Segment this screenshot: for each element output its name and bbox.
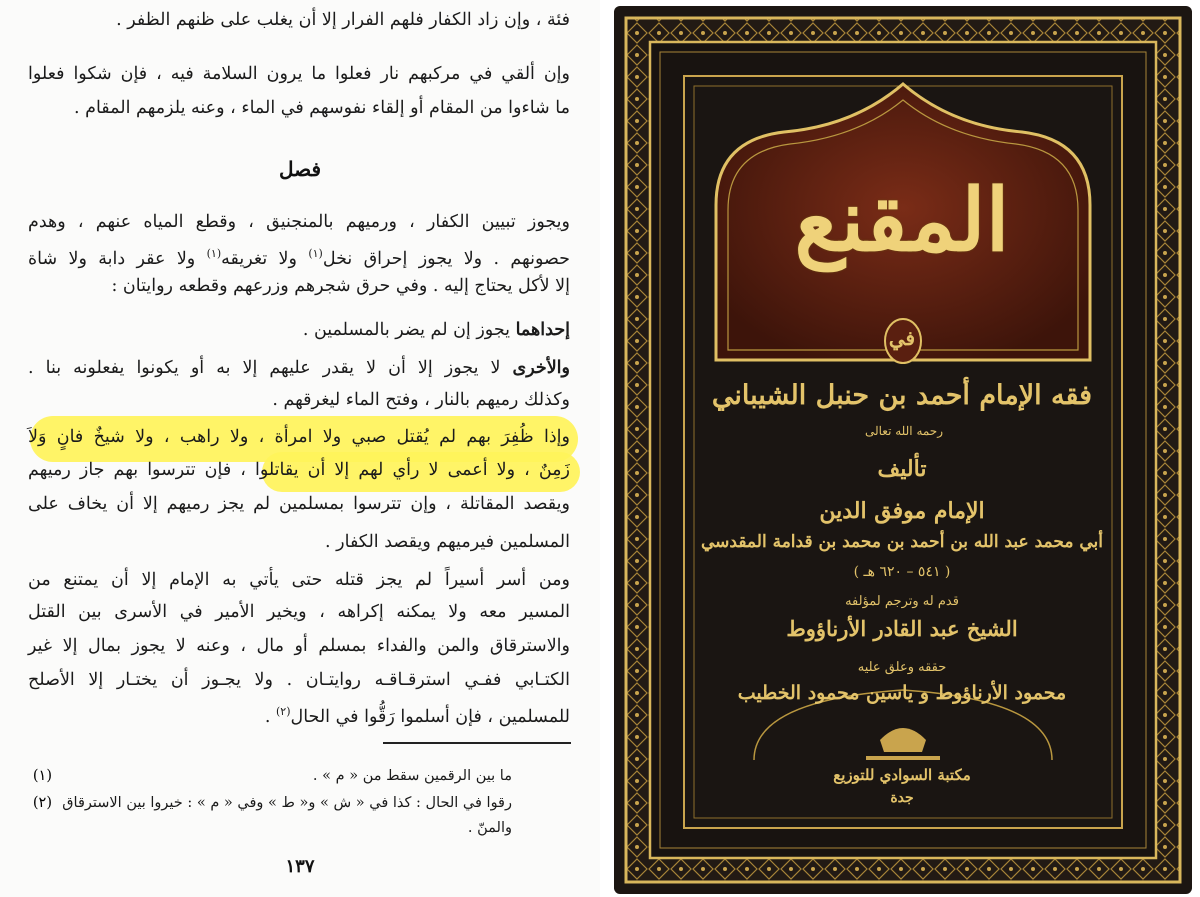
cover-city: جدة bbox=[890, 790, 914, 806]
footnote-number: (١) bbox=[32, 768, 52, 784]
cover-intro-label: قدم له وترجم لمؤلفه bbox=[845, 594, 959, 609]
footnote-ref: (١) bbox=[206, 247, 222, 260]
text-line-11: زَمِنٌ ، ولا أعمى لا رأي لهم إلا أن يقاتلوا ، فإن تترسوا بهم جاز رميهم bbox=[28, 460, 570, 480]
cover-authorship: تأليف bbox=[877, 456, 927, 482]
section-heading: فصل bbox=[278, 157, 322, 181]
footnote-number: (٢) bbox=[32, 795, 52, 811]
cover-subtitle: فقه الإمام أحمد بن حنبل الشيباني bbox=[711, 380, 1093, 411]
cover-fi: في bbox=[888, 326, 916, 350]
page-number: ١٣٧ bbox=[285, 856, 315, 877]
cover-editors: محمود الأرناؤوط و ياسين محمود الخطيب bbox=[737, 682, 1067, 704]
cover-author-dates: ( ٥٤١ – ٦٢٠ هـ ) bbox=[853, 564, 951, 580]
text-line-1: فئة ، وإن زاد الكفار فلهم الفرار إلا أن يغلب على ظنهم الظفر . bbox=[116, 10, 570, 30]
footnote-1: ما بين الرقمين سقط من « م » . bbox=[312, 768, 512, 784]
text-line-5: حصونهم . ولا يجوز إحراق نخل$^{(١)}$ ولا تغريقه$^{(١)}$ ولا عقر دابة ولا شاة bbox=[28, 247, 571, 269]
text-line-12: ويقصد المقاتلة ، وإن تترسوا بمسلمين لم يجز رميهم إلا أن يخاف على bbox=[28, 494, 570, 514]
text-line-8: والأخرى لا يجوز إلا أن لا يقدر عليهم إلا به أو يكونوا يفعلونه بنا . bbox=[28, 358, 570, 378]
text-line-16: والاسترقاق والمن والفداء بمسلم أو مال ، وعنه لا يجوز بمال إلا غير bbox=[28, 636, 570, 656]
text-line-9: وكذلك رميهم بالنار ، وفتح الماء ليغرقهم . bbox=[272, 390, 570, 410]
text-line-17: الكتـابي ففـي استرقـاقـه روايتـان . ولا يجـوز أن يختـار إلا الأصلح bbox=[28, 670, 570, 690]
footnote-ref: (١) bbox=[308, 247, 323, 260]
text-line-15: المسير معه ولا يمكنه إكراهه ، ويخير الأمير في الأسرى بين القتل bbox=[28, 602, 570, 622]
text-line-2: وإن ألقي في مركبهم نار فعلوا ما يرون السلامة فيه ، فإن شكوا فعلوا bbox=[28, 64, 570, 84]
text-line-3: ما شاءوا من المقام أو إلقاء نفوسهم في الماء ، وعنه يلزمهم المقام . bbox=[74, 98, 570, 118]
text-line-7: إحداهما يجوز إن لم يضر بالمسلمين . bbox=[302, 320, 570, 340]
cover-blessing: رحمه الله تعالى bbox=[864, 424, 944, 438]
cover-introducer: الشيخ عبد القادر الأرناؤوط bbox=[786, 616, 1018, 641]
footnote-2-cont: والمنّ . bbox=[467, 820, 512, 836]
text-line-10: وإذا ظُفِرَ بهم لم يُقتل صبي ولا امرأة ، ولا راهب ، ولا شيخٌ فانٍ وَلاَ bbox=[28, 427, 570, 447]
footnote-divider bbox=[383, 742, 571, 744]
cover-author-name: أبي محمد عبد الله بن أحمد بن محمد بن قدامة المقدسي bbox=[701, 532, 1103, 552]
footnote-ref: (٢) bbox=[275, 705, 291, 718]
text-line-13: المسلمين فيرميهم ويقصد الكفار . bbox=[325, 532, 570, 552]
cover-title: المقنع bbox=[794, 170, 1010, 271]
book-cover bbox=[604, 0, 1200, 897]
text-line-18: للمسلمين ، فإن أسلموا رَقُّوا في الحال$^{(٢)}$ . bbox=[264, 705, 570, 727]
text-line-14: ومن أسر أسيراً لم يجز قتله حتى يأتي به الإمام إلا أن يمتنع من bbox=[28, 570, 570, 590]
cover-publisher: مكتبة السوادي للتوزيع bbox=[833, 766, 971, 784]
footnote-2: رقوا في الحال : كذا في « ش » و« ط » وفي « م » : خيروا بين الاسترقاق bbox=[62, 795, 512, 811]
text-line-4: ويجوز تبيين الكفار ، ورميهم بالمنجنيق ، وقطع المياه عنهم ، وهدم bbox=[28, 212, 570, 232]
cover-ornament bbox=[604, 0, 1200, 897]
text-line-6: إلا لأكل يحتاج إليه . وفي حرق شجرهم وزرعهم وقطعه روايتان : bbox=[111, 276, 570, 296]
cover-author-title: الإمام موفق الدين bbox=[819, 498, 985, 524]
cover-editors-label: حققه وعلق عليه bbox=[857, 660, 947, 675]
